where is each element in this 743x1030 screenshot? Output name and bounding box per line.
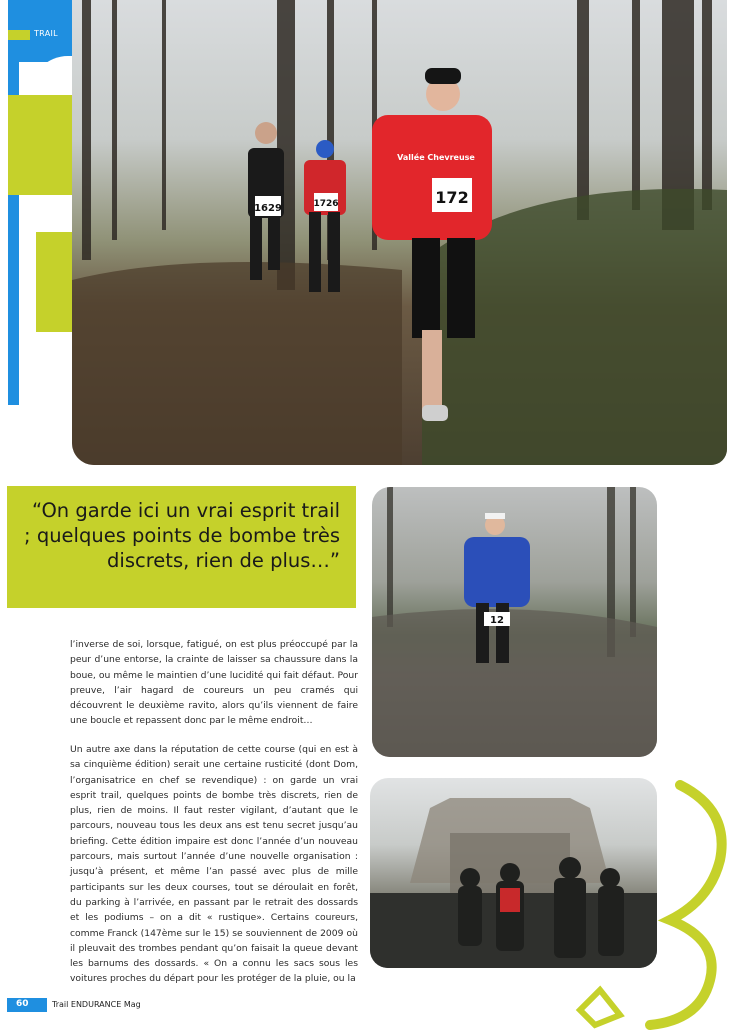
jersey-text: Vallée Chevreuse (397, 153, 475, 162)
yellow-side-block-lower (36, 232, 76, 332)
main-photo-forest-runners (72, 0, 727, 465)
bib-number: 1726 (313, 199, 339, 209)
bib-number: 172 (435, 188, 469, 207)
article-paragraph: Un autre axe dans la réputation de cette course (qui en est à sa cinquième édition) serait une certaine rusticité (dont Dom, l’organisatrice en chef se revendique) : on garde un vrai esprit trail, quelques points de bombe très discrets, rien de plus, rien de moins. Il faut rester vigilant, d’autant que le parcours, nouveau tous les deux ans est tenu secret jusqu’au briefing. Cette édition impaire est donc l’année d’un nouveau parcours, mais surtout l’année d’une nouvelle organisation : jusqu’à présent, et même l’an passé avec plus de mille participants sur les deux courses, tout se déroulait en forêt, du parking à l’arrivée, en passant par le retrait des dossards et les podiums – on a dit « rustique». Certains coureurs, comme Franck (147ème sur le 15) se souviennent de 2009 où il pleuvait des trombes pendant qu’on faisait la queue devant les barnums des dossards. « On a connu les sacs sous les voitures proches du départ pour les protéger de la pluie, ou la (70, 744, 358, 985)
forest-runners-illustration (72, 0, 727, 465)
pull-quote-box (7, 486, 356, 608)
section-tag-marker (8, 30, 30, 40)
photo-single-runner (372, 487, 657, 757)
bib-number: 1629 (254, 203, 282, 214)
page-number: 60 (16, 999, 29, 1009)
pull-quote: “On garde ici un vrai esprit trail ; quelques points de bombe très discrets, rien de plus…” (24, 499, 340, 572)
decorative-ornament (560, 780, 743, 1030)
single-runner-illustration (372, 487, 657, 757)
magazine-name: Trail ENDURANCE Mag (52, 1000, 141, 1009)
bib-number: 12 (490, 615, 504, 626)
yellow-side-block (8, 95, 74, 195)
article-paragraph: l’inverse de soi, lorsque, fatigué, on est plus préoccupé par la peur d’une entorse, la crainte de laisser sa chaussure dans la boue, ou même le maintien d’une lucidité qui fait défaut. Pour preuve, l’air hagard de coureurs un peu cramés qui découvrent le deuxième ravito, alors qu’ils viennent de faire une boucle et repassent donc par le même endroit… (70, 639, 358, 727)
section-label: TRAIL (34, 29, 58, 38)
